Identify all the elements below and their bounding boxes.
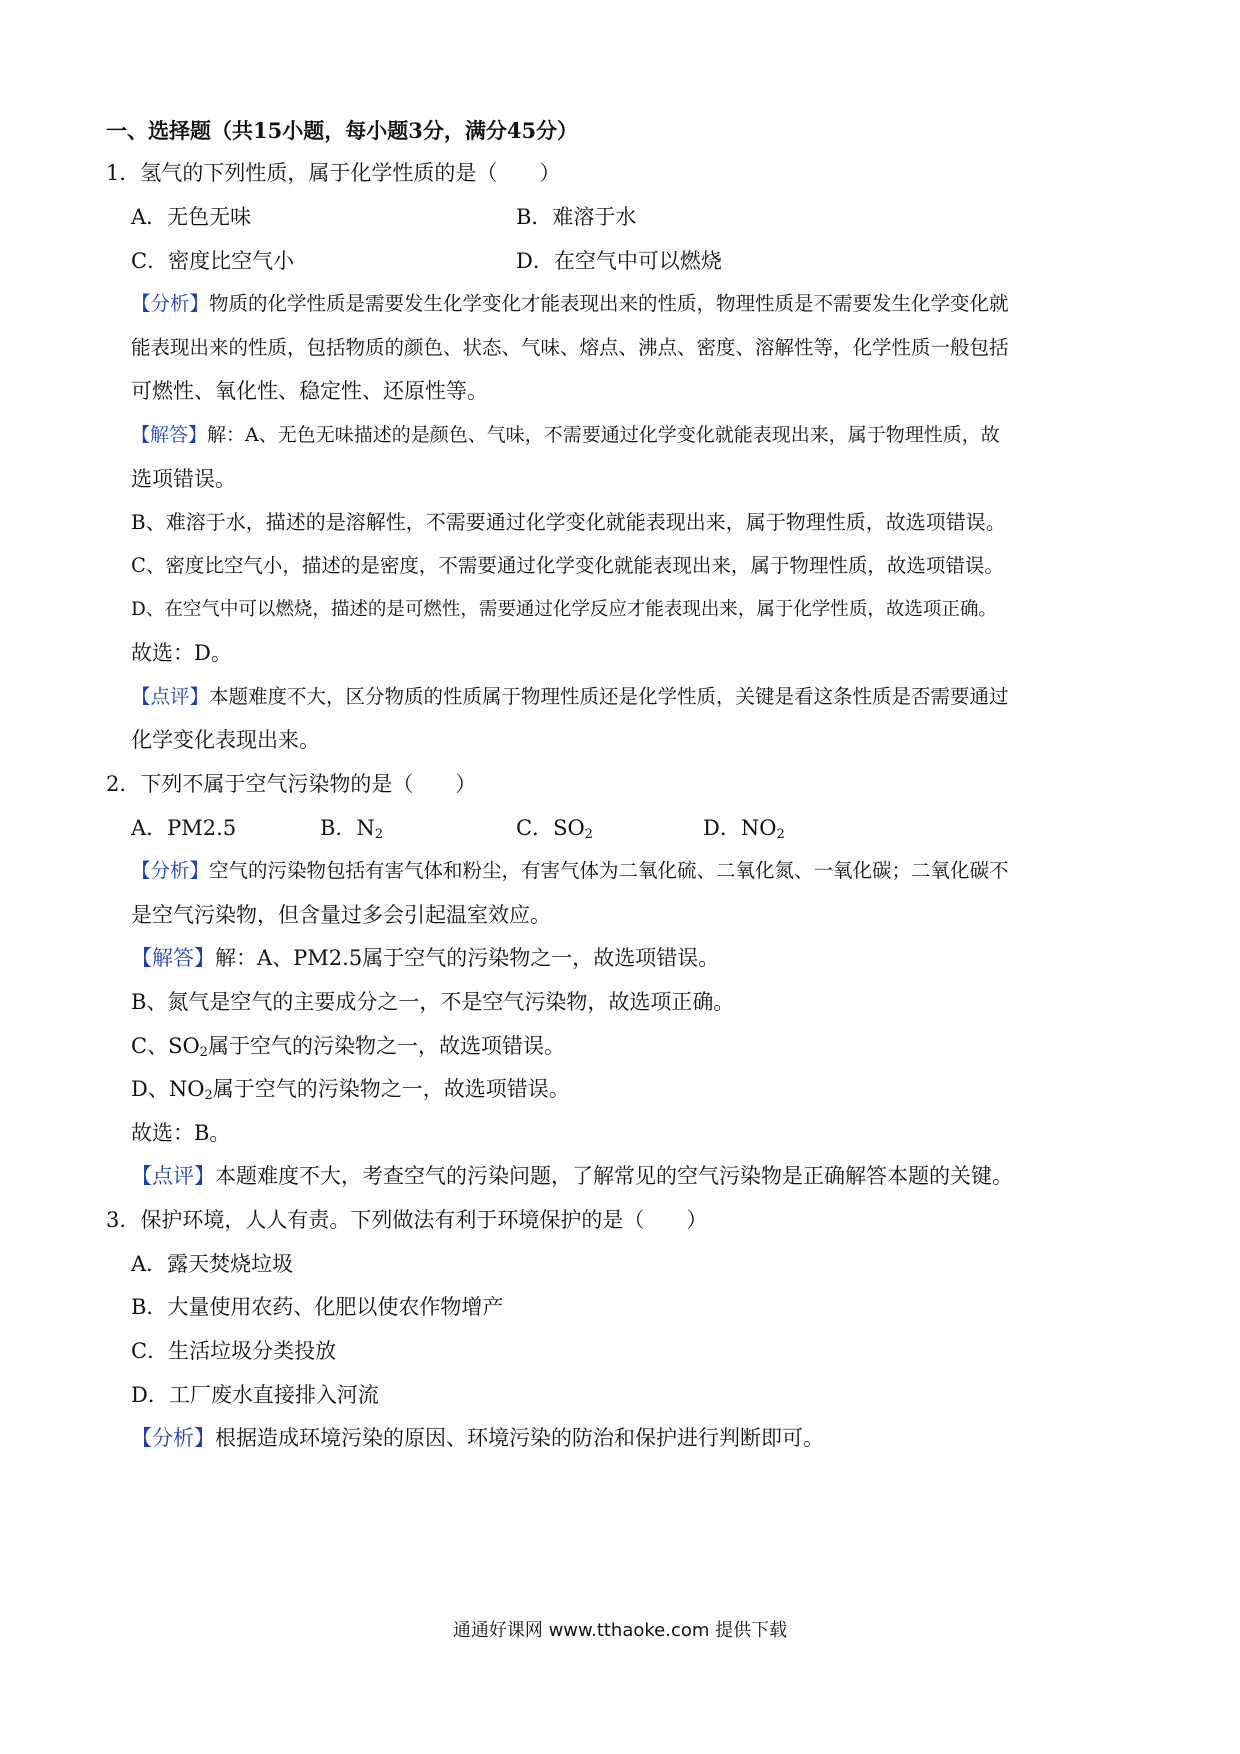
q1-comment-line-2: 化学变化表现出来。 [131,728,320,752]
answer-tag: 【解答】 [131,424,208,446]
comment-tag: 【点评】 [131,685,210,708]
q2-analysis-line-2: 是空气污染物，但含量过多会引起温室效应。 [131,903,551,927]
q2-answer-choice: 故选：B。 [131,1121,231,1145]
q2-option-d: D．$NO_2$ [703,816,785,842]
q1-comment-line-1: 【点评】本题难度不大，区分物质的性质属于物理性质还是化学性质，关键是看这条性质是否需要通过 [131,685,1009,708]
q2-option-c: C．$SO_2$ [516,816,593,842]
q1-answer-choice: 故选：D。 [131,641,232,665]
analysis-tag: 【分析】 [131,1426,215,1450]
q1-answer-line-1: 【解答】解：A、无色无味描述的是颜色、气味，不需要通过化学变化就能表现出来，属于物理性质，故 [131,424,1000,446]
analysis-tag: 【分析】 [131,859,210,882]
q3-stem: 3．保护环境，人人有责。下列做法有利于环境保护的是（ ） [106,1208,708,1232]
q1-analysis-line-2: 能表现出来的性质，包括物质的颜色、状态、气味、熔点、沸点、密度、溶解性等，化学性质一般包括 [131,336,1009,359]
answer-tag: 【解答】 [131,946,215,970]
q2-answer-line-1: 【解答】解：A、PM2.5属于空气的污染物之一，故选项错误。 [131,946,720,970]
q1-option-a: A．无色无味 [131,205,252,229]
q1-stem: 1．氢气的下列性质，属于化学性质的是（ ） [106,161,561,185]
q1-answer-line-3: B、难溶于水，描述的是溶解性，不需要通过化学变化就能表现出来，属于物理性质，故选项错误。 [131,510,1006,534]
q2-analysis-line-1: 【分析】空气的污染物包括有害气体和粉尘，有害气体为二氧化硫、二氧化氮、一氧化碳；二氧化碳不 [131,859,1009,882]
q1-answer-line-5: D、在空气中可以燃烧，描述的是可燃性，需要通过化学反应才能表现出来，属于化学性质，故选项正确。 [131,599,997,620]
q1-option-d: D．在空气中可以燃烧 [516,249,722,273]
q1-answer-line-4: C、密度比空气小，描述的是密度，不需要通过化学变化就能表现出来，属于物理性质，故选项错误。 [131,554,1004,577]
q2-answer-line-4: D、$NO_2$属于空气的污染物之一，故选项错误。 [131,1077,570,1103]
q3-option-a: A．露天焚烧垃圾 [131,1252,294,1276]
q2-stem: 2．下列不属于空气污染物的是（ ） [106,772,477,796]
section-title: 一、选择题（共15小题，每小题3分，满分45分） [106,118,579,143]
q3-option-d: D．工厂废水直接排入河流 [131,1383,379,1407]
q2-option-a: A．PM2.5 [131,816,237,840]
q3-option-c: C．生活垃圾分类投放 [131,1339,337,1363]
q1-option-c: C．密度比空气小 [131,249,295,273]
q2-answer-line-3: C、$SO_2$属于空气的污染物之一，故选项错误。 [131,1034,565,1060]
q3-option-b: B．大量使用农药、化肥以使农作物增产 [131,1295,504,1319]
q1-answer-line-2: 选项错误。 [131,467,236,491]
page-footer: 通通好课网 www.tthaoke.com 提供下载 [452,1620,788,1641]
comment-tag: 【点评】 [131,1164,215,1188]
q1-analysis-line-3: 可燃性、氧化性、稳定性、还原性等。 [131,379,488,403]
q2-option-b: B．$N_2$ [320,816,384,842]
analysis-tag: 【分析】 [131,292,210,315]
q3-analysis-line: 【分析】根据造成环境污染的原因、环境污染的防治和保护进行判断即可。 [131,1426,824,1450]
q1-analysis-line-1: 【分析】物质的化学性质是需要发生化学变化才能表现出来的性质，物理性质是不需要发生化学变化就 [131,292,1009,315]
q2-comment-line: 【点评】本题难度不大，考查空气的污染问题，了解常见的空气污染物是正确解答本题的关键。 [131,1164,1013,1188]
q1-option-b: B．难溶于水 [516,205,637,229]
q2-answer-line-2: B、氮气是空气的主要成分之一，不是空气污染物，故选项正确。 [131,990,735,1014]
